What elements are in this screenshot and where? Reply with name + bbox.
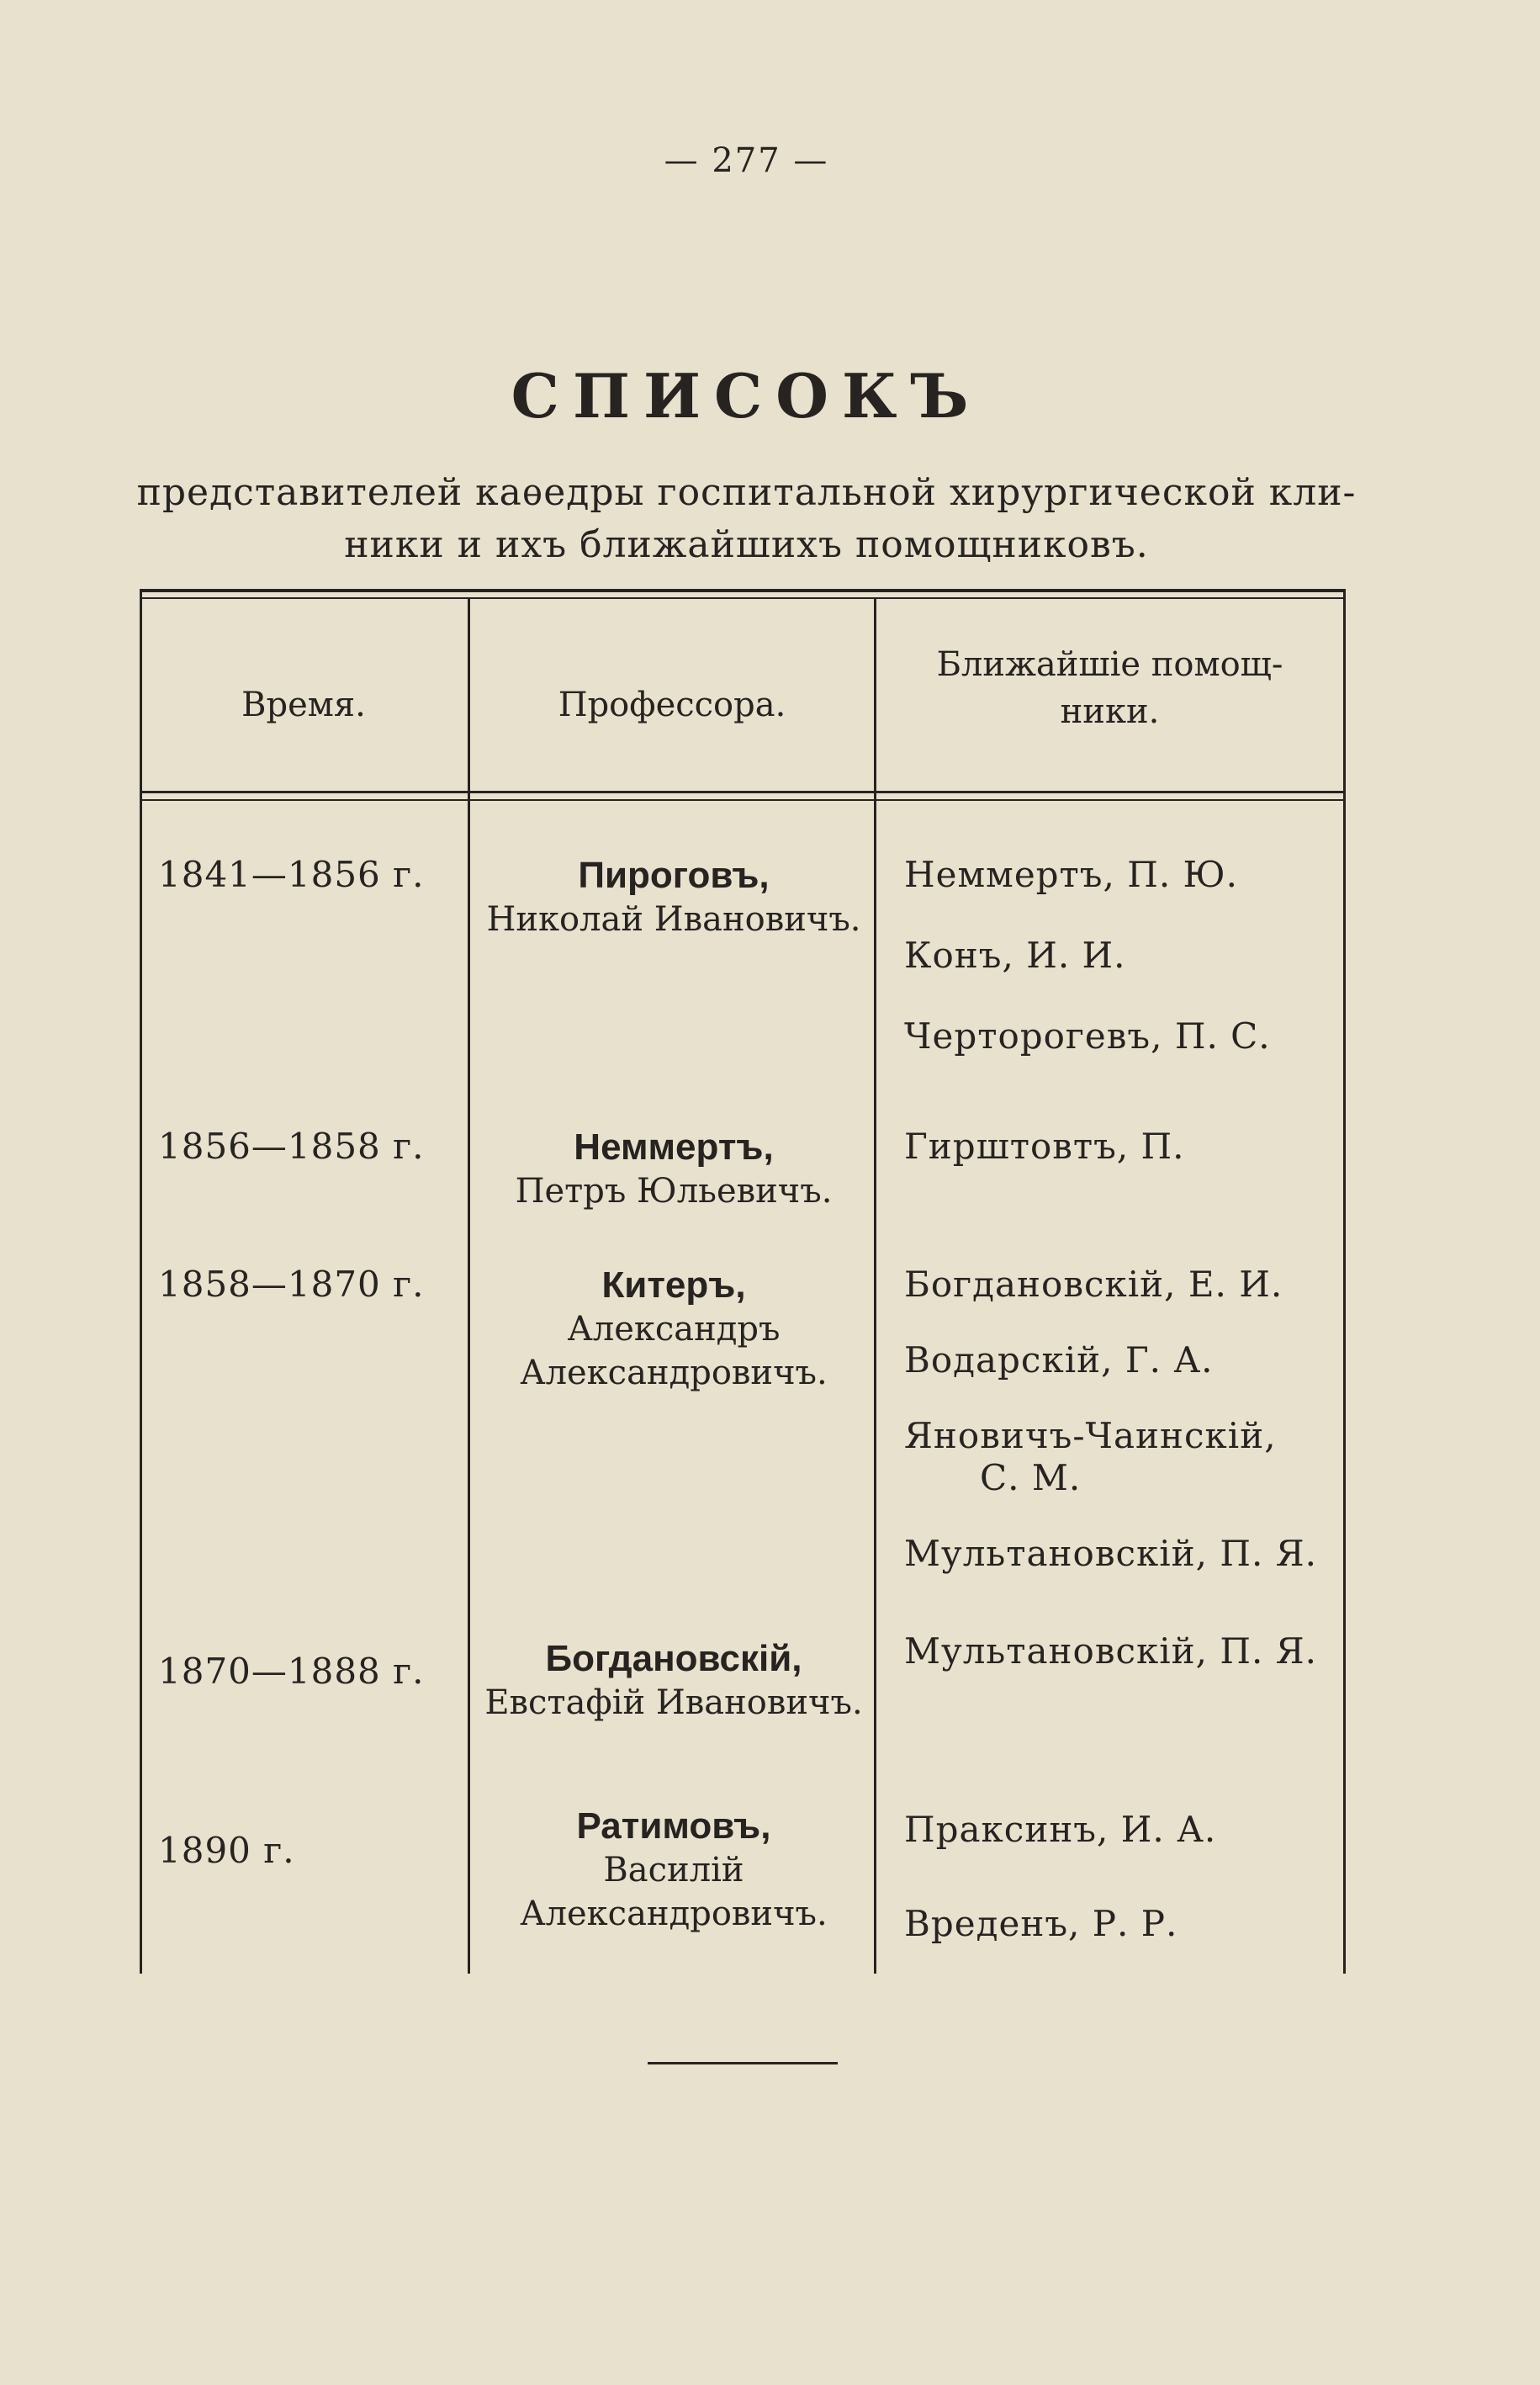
row-professor [472,854,876,941]
row-time: 1858—1870 г. [158,1264,425,1305]
professor-surname: Ратимовъ, [576,1805,771,1847]
row-time: 1870—1888 г. [158,1651,425,1692]
assistant-name: Мультановскій, П. Я. [904,1533,1317,1574]
assistant-name-continued: С. М. [980,1457,1082,1498]
subtitle-line: ники и ихъ ближайшихъ помощниковъ. [344,523,1149,566]
table-left-border [140,592,142,1974]
header-assistants-line: Ближайшіе помощ- [936,645,1283,684]
header-assistants [876,641,1343,735]
header-bottom-rule [140,791,1346,793]
page-title: СПИСОКЪ [511,360,982,432]
row-professor [472,1264,876,1395]
assistant-name: Водарскій, Г. А. [904,1339,1214,1381]
row-assistants [904,1126,1342,1168]
row-time: 1841—1856 г. [158,854,425,895]
assistant-name: Вреденъ, Р. Р. [904,1903,1178,1944]
professor-given-name: Петръ Юльевичъ. [515,1172,833,1211]
header-time: Время. [241,686,366,724]
assistant-name: Богдановскій, Е. И. [904,1264,1283,1305]
professor-surname: Китеръ, [601,1264,746,1306]
professor-surname: Пироговъ, [578,855,770,896]
row-professor [472,1805,876,1936]
header-assistants-line: ники. [1060,692,1160,731]
page-number: — 277 — [664,141,829,180]
closing-rule [648,2062,838,2064]
professor-surname: Богдановскій, [545,1638,802,1679]
row-assistants [904,1264,1342,1575]
assistant-name: Праксинъ, И. А. [904,1809,1217,1850]
assistant-name: Черторогевъ, П. С. [904,1015,1271,1057]
row-professor [472,1637,876,1725]
subtitle-line: представителей каѳедры госпитальной хирургической кли- [136,471,1357,514]
assistant-name: Конъ, И. И. [904,935,1126,976]
row-assistants [904,854,1342,1057]
page-subtitle [0,467,1493,571]
row-time: 1856—1858 г. [158,1126,425,1167]
assistant-name: Неммертъ, П. Ю. [904,854,1239,895]
row-professor [472,1126,876,1213]
row-time: 1890 г. [158,1830,295,1871]
professor-given-name: Евстафій Ивановичъ. [484,1683,863,1722]
row-assistants [904,1630,1342,1672]
professor-given-name: Василій Александровичъ. [520,1851,828,1933]
professor-given-name: Николай Ивановичъ. [486,900,861,939]
table-top-rule-thin [140,597,1346,599]
assistant-name: Яновичъ-Чаинскій, [904,1415,1277,1456]
assistant-name: Гирштовтъ, П. [904,1126,1185,1167]
table-right-border [1343,592,1346,1974]
professor-given-name: Александръ Александровичъ. [520,1310,828,1392]
assistant-name: Мультановскій, П. Я. [904,1630,1317,1672]
header-bottom-rule-thin [140,799,1346,801]
table-top-rule [140,589,1346,592]
row-assistants [904,1809,1342,1945]
staff-table [140,589,1346,1974]
professor-surname: Неммертъ, [574,1126,774,1168]
header-professors: Профессора. [558,686,786,724]
